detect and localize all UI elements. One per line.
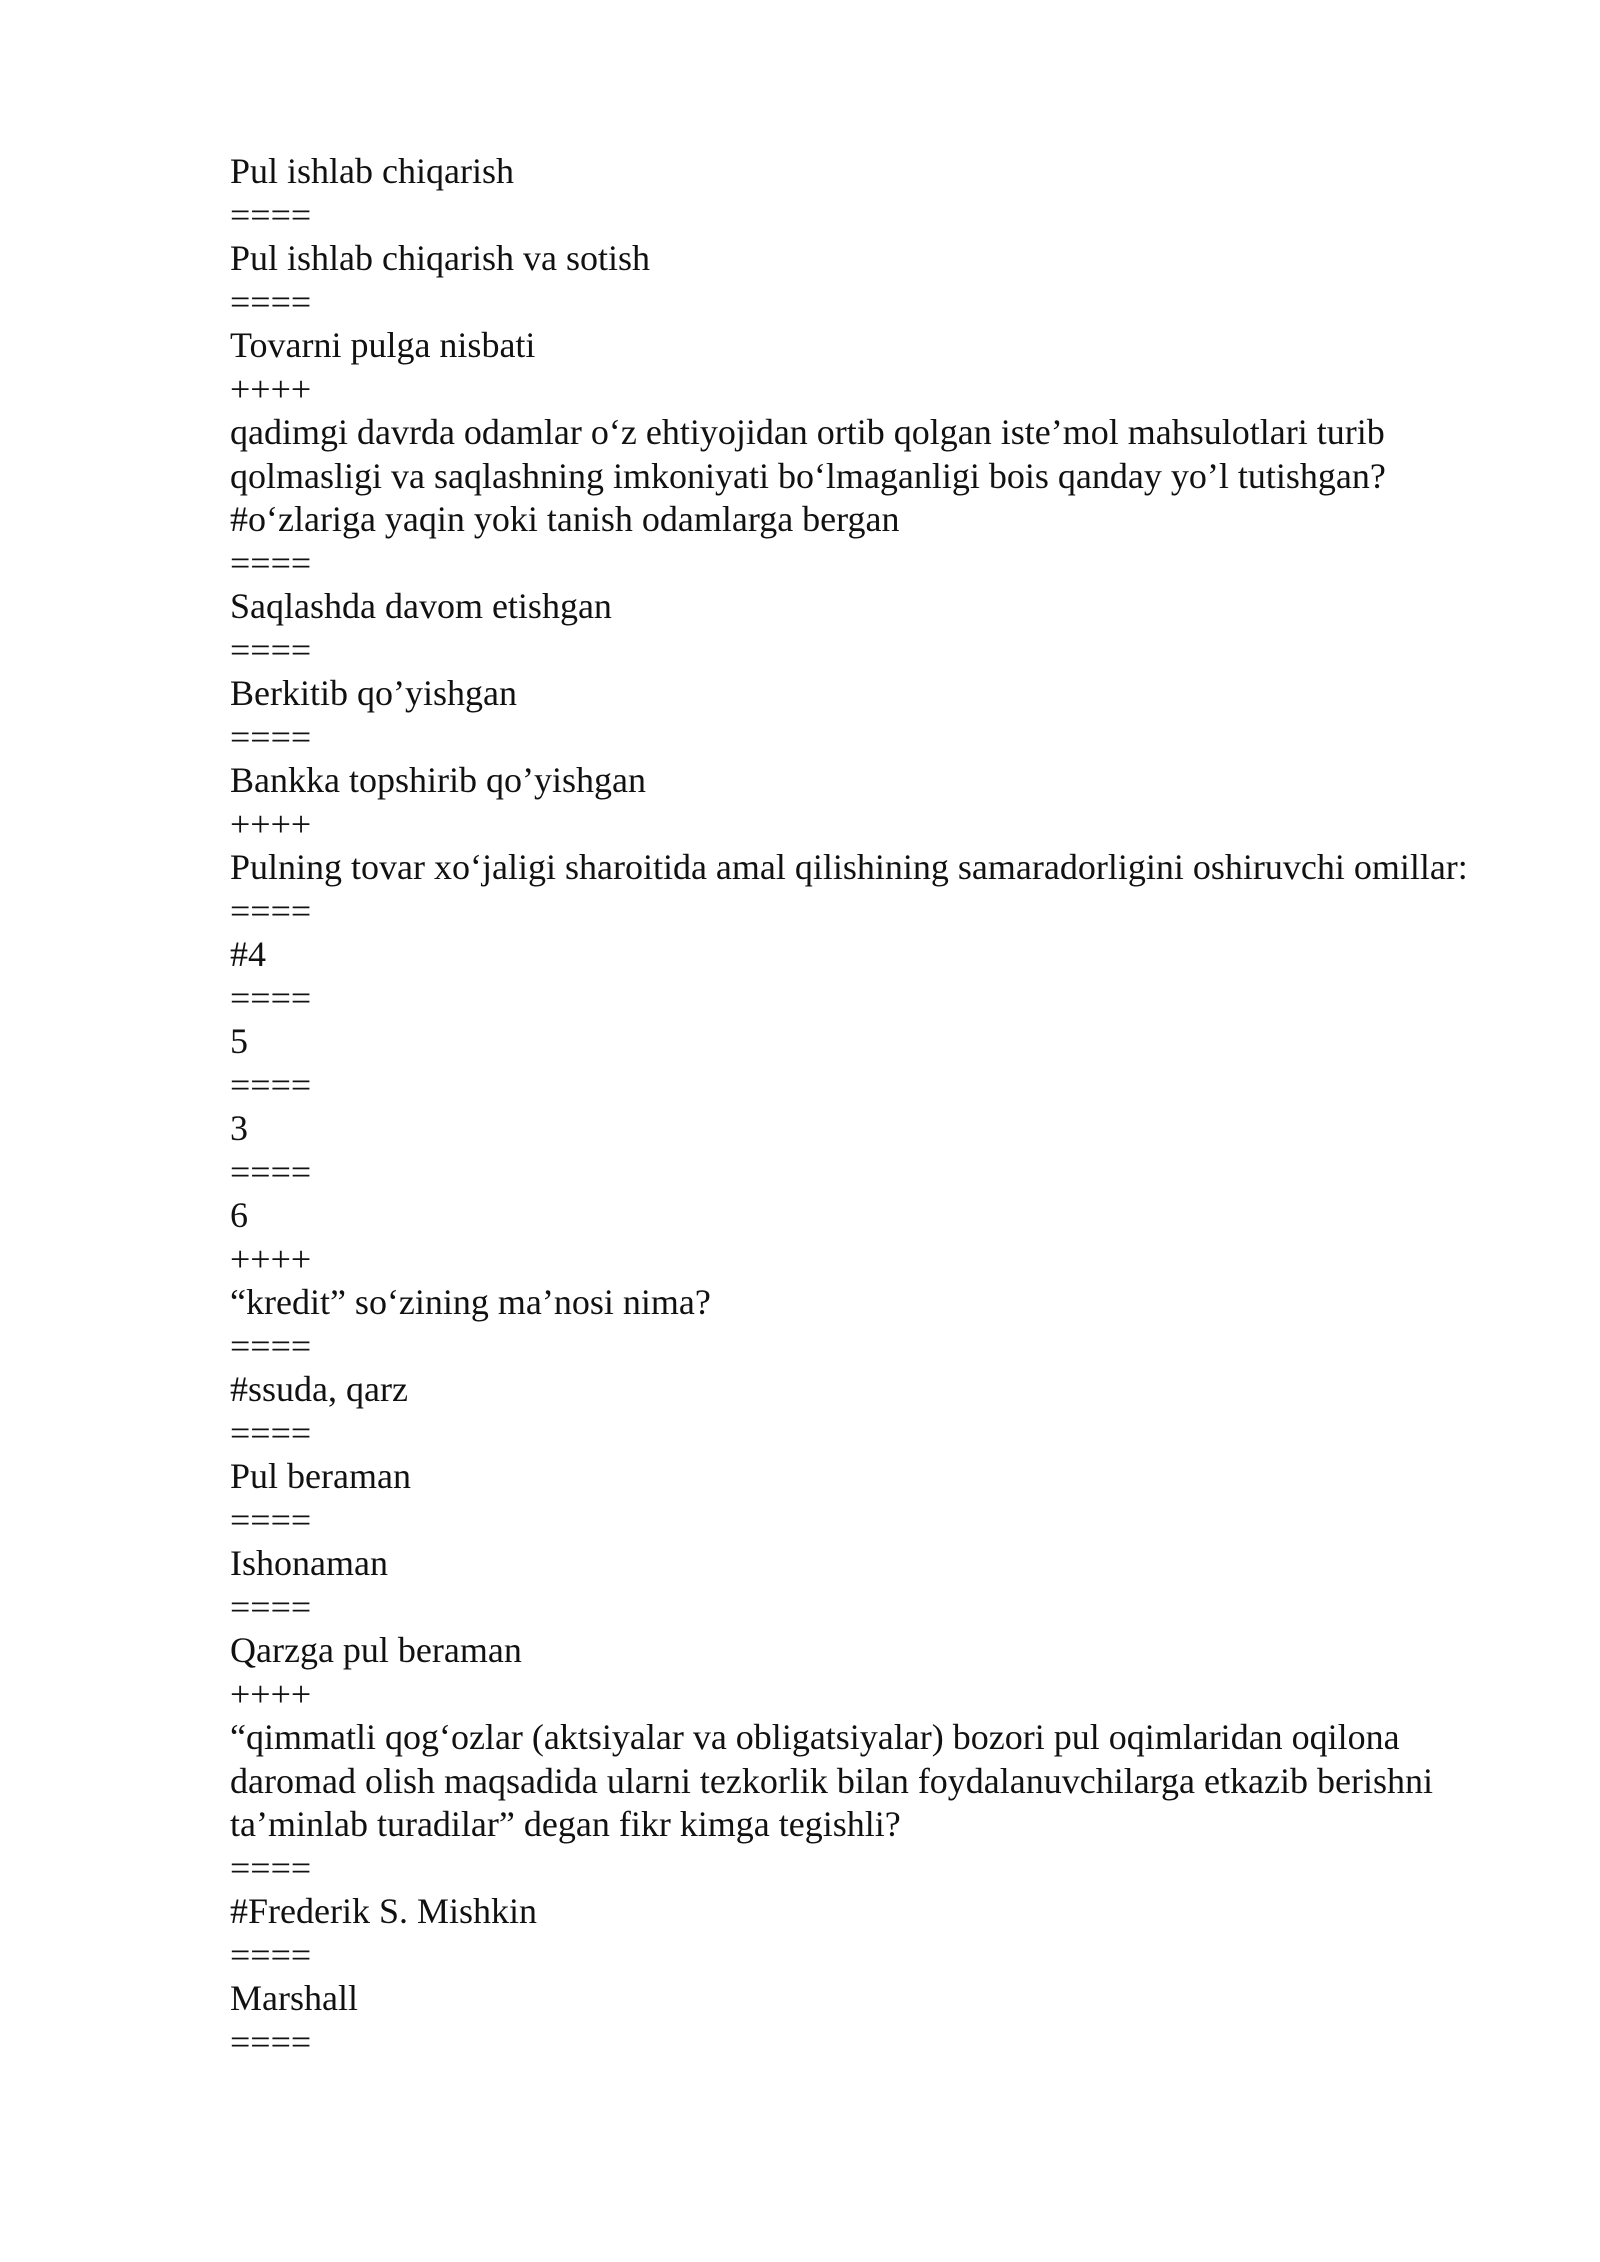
question-text: “qimmatli qog‘ozlar (aktsiyalar va obligatsiyalar) bozori pul oqimlaridan oqilona daromad olish maqsadida ularni tezkorlik bilan foydalanuvchilarga etkazib berishni ta’minlab turadilar” degan fikr kimga tegishli?: [230, 1717, 1433, 1844]
separator-line: ====: [230, 629, 312, 670]
answer-option: Marshall: [230, 1978, 358, 2018]
separator-line: ====: [230, 2021, 312, 2062]
answer-option: Saqlashda davom etishgan: [230, 586, 612, 626]
separator-line: ====: [230, 194, 312, 235]
question-text: Pulning tovar xo‘jaligi sharoitida amal qilishining samaradorligini oshiruvchi omillar:: [230, 847, 1468, 887]
question-text: “kredit” so‘zining ma’nosi nima?: [230, 1282, 711, 1322]
separator-line: ====: [230, 1064, 312, 1105]
question-separator: ++++: [230, 1673, 312, 1714]
answer-option: Qarzga pul beraman: [230, 1630, 522, 1670]
correct-answer: #Frederik S. Mishkin: [230, 1891, 538, 1931]
answer-option: Berkitib qo’yishgan: [230, 673, 517, 713]
separator-line: ====: [230, 1934, 312, 1975]
separator-line: ====: [230, 1499, 312, 1540]
answer-option: 6: [230, 1195, 248, 1235]
text-line: Tovarni pulga nisbati: [230, 325, 536, 365]
correct-answer: #o‘zlariga yaqin yoki tanish odamlarga bergan: [230, 499, 900, 539]
answer-option: Pul beraman: [230, 1456, 411, 1496]
question-separator: ++++: [230, 368, 312, 409]
question-text: qadimgi davrda odamlar o‘z ehtiyojidan ortib qolgan iste’mol mahsulotlari turib qolmasligi va saqlashning imkoniyati bo‘lmaganligi bois qanday yo’l tutishgan?: [230, 412, 1386, 496]
question-separator: ++++: [230, 1238, 312, 1279]
separator-line: ====: [230, 1151, 312, 1192]
separator-line: ====: [230, 281, 312, 322]
correct-answer: #ssuda, qarz: [230, 1369, 408, 1409]
correct-answer: #4: [230, 934, 266, 974]
separator-line: ====: [230, 1586, 312, 1627]
separator-line: ====: [230, 1325, 312, 1366]
answer-option: 3: [230, 1108, 248, 1148]
text-line: Pul ishlab chiqarish va sotish: [230, 238, 650, 278]
answer-option: Bankka topshirib qo’yishgan: [230, 760, 646, 800]
document-body: [230, 150, 1470, 2064]
answer-option: Ishonaman: [230, 1543, 388, 1583]
separator-line: ====: [230, 1847, 312, 1888]
separator-line: ====: [230, 542, 312, 583]
text-line: Pul ishlab chiqarish: [230, 151, 514, 191]
answer-option: 5: [230, 1021, 248, 1061]
separator-line: ====: [230, 716, 312, 757]
question-separator: ++++: [230, 803, 312, 844]
separator-line: ====: [230, 890, 312, 931]
separator-line: ====: [230, 1412, 312, 1453]
separator-line: ====: [230, 977, 312, 1018]
